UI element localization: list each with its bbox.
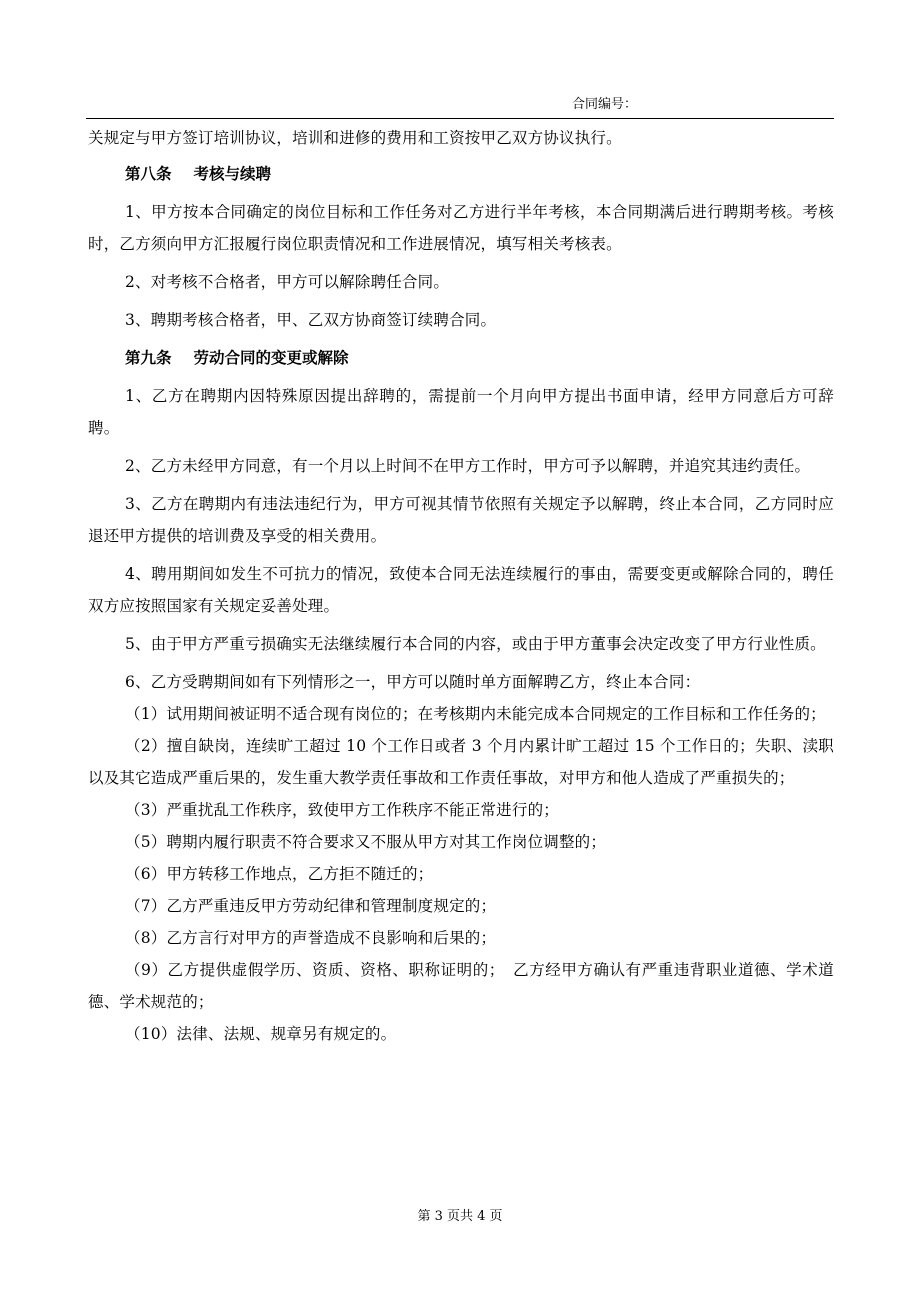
page-number-footer: 第 3 页共 4 页 (417, 1209, 503, 1224)
article-9-subitem-1: （1）试用期间被证明不适合现有岗位的；在考核期内未能完成本合同规定的工作目标和工作任务的； (125, 705, 826, 723)
contract-number-label: 合同编号： (572, 97, 638, 112)
article-9-item-1: 1、乙方在聘期内因特殊原因提出辞聘的，需提前一个月向甲方提出书面申请，经甲方同意后方可辞聘。 (88, 387, 834, 437)
header-divider (86, 118, 834, 119)
article-9-heading (88, 342, 834, 374)
article-9-subitem-6: （6）甲方转移工作地点，乙方拒不随迁的； (125, 865, 434, 883)
document-body (88, 122, 834, 1050)
article-9-item-3: 3、乙方在聘期内有违法违纪行为，甲方可视其情节依照有关规定予以解聘，终止本合同，乙方同时应退还甲方提供的培训费及享受的相关费用。 (88, 495, 834, 545)
article-9-subitem-10: （10）法律、法规、规章另有规定的。 (125, 1025, 397, 1043)
article-8-item-3: 3、聘期考核合格者，甲、乙双方协商签订续聘合同。 (125, 311, 497, 329)
article-9-title: 劳动合同的变更或解除 (193, 349, 349, 367)
article-9-number: 第九条 (125, 349, 172, 367)
article-8-number: 第八条 (125, 165, 172, 183)
article-8-title: 考核与续聘 (193, 165, 272, 183)
article-9-subitem-9: （9）乙方提供虚假学历、资质、资格、职称证明的； 乙方经甲方确认有严重违背职业道德、学术道德、学术规范的； (88, 961, 834, 1011)
article-9-item-6: 6、乙方受聘期间如有下列情形之一，甲方可以随时单方面解聘乙方，终止本合同： (125, 673, 701, 691)
article-9-item-5: 5、由于甲方严重亏损确实无法继续履行本合同的内容，或由于甲方董事会决定改变了甲方行业性质。 (125, 635, 826, 653)
article-9-item-2: 2、乙方未经甲方同意，有一个月以上时间不在甲方工作时，甲方可予以解聘，并追究其违约责任。 (125, 457, 811, 475)
article-9-subitem-5: （5）聘期内履行职责不符合要求又不服从甲方对其工作岗位调整的； (125, 833, 607, 851)
continuation-paragraph: 关规定与甲方签订培训协议，培训和进修的费用和工资按甲乙双方协议执行。 (88, 129, 622, 147)
article-9-subitem-7: （7）乙方严重违反甲方劳动纪律和管理制度规定的； (125, 897, 497, 915)
article-9-subitem-3: （3）严重扰乱工作秩序，致使甲方工作秩序不能正常进行的； (125, 801, 559, 819)
article-8-heading (88, 158, 834, 190)
article-9-subitem-8: （8）乙方言行对甲方的声誉造成不良影响和后果的； (125, 929, 497, 947)
article-9-subitem-2: （2）擅自缺岗，连续旷工超过 10 个工作日或者 3 个月内累计旷工超过 15 个工作日的；失职、渎职以及其它造成严重后果的，发生重大教学责任事故和工作责任事故，对甲方和他人造成了严重损失的； (88, 737, 834, 787)
article-8-item-2: 2、对考核不合格者，甲方可以解除聘任合同。 (125, 273, 450, 291)
article-8-item-1: 1、甲方按本合同确定的岗位目标和工作任务对乙方进行半年考核，本合同期满后进行聘期考核。考核时，乙方须向甲方汇报履行岗位职责情况和工作进展情况，填写相关考核表。 (88, 203, 834, 253)
article-9-item-4: 4、聘用期间如发生不可抗力的情况，致使本合同无法连续履行的事由，需要变更或解除合同的，聘任双方应按照国家有关规定妥善处理。 (88, 565, 834, 615)
